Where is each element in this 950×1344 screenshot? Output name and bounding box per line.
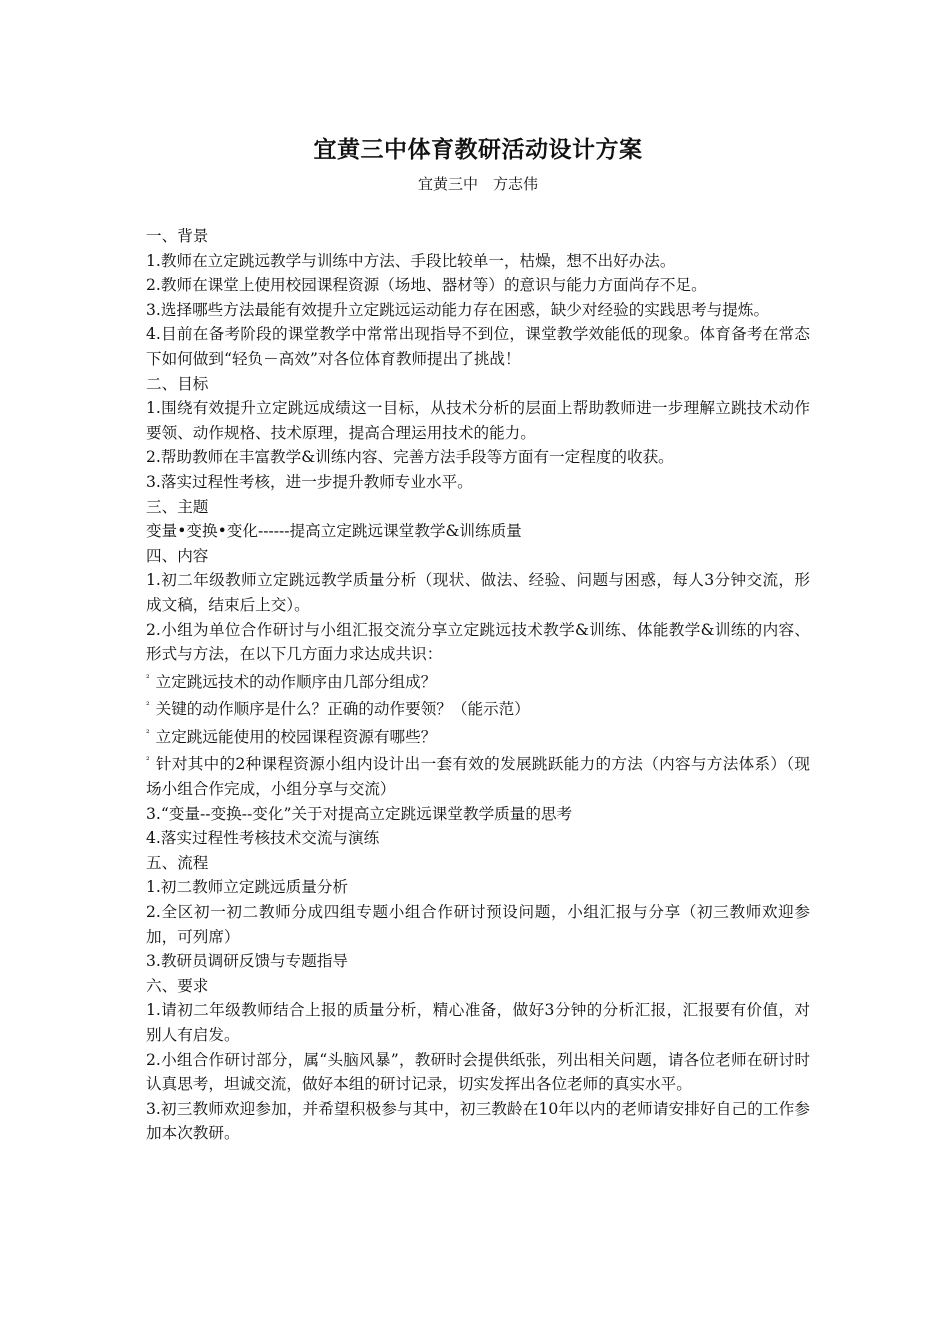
section-process [146,851,810,974]
bullet-mark: ² [146,701,150,712]
paragraph: 3.初三教师欢迎参加，并希望积极参与其中，初三教龄在10年以内的老师请安排好自己的工作参加本次教研。 [146,1099,810,1143]
paragraph: 2.教师在课堂上使用校园课程资源（场地、器材等）的意识与能力方面尚存不足。 [146,276,707,295]
document-title: 宜黄三中体育教研活动设计方案 [313,136,643,163]
section-goals [146,372,810,495]
bullet-item [146,749,810,801]
bullet-text: 立定跳远能使用的校园课程资源有哪些？ [155,727,437,746]
paragraph: 4.落实过程性考核技术交流与演练 [146,829,380,848]
section-content [146,544,810,851]
paragraph: 2.全区初一初二教师分成四组专题小组合作研讨预设问题，小组汇报与分享（初三教师欢迎参加，可列席） [146,903,810,946]
bullet-mark: ² [146,673,150,684]
section-heading: 六、要求 [146,976,209,995]
section-requirements [146,974,810,1146]
paragraph: 2.帮助教师在丰富教学&训练内容、完善方法手段等方面有一定程度的收获。 [146,448,674,467]
paragraph: 3.选择哪些方法最能有效提升立定跳远运动能力存在困惑，缺少对经验的实践思考与提炼。 [146,300,770,319]
section-heading: 二、目标 [146,374,209,393]
paragraph: 3.“变量--变换--变化”关于对提高立定跳远课堂教学质量的思考 [146,804,573,823]
paragraph: 3.教研员调研反馈与专题指导 [146,952,349,971]
bullet-text: 立定跳远技术的动作顺序由几部分组成？ [155,672,437,691]
bullet-item [146,667,810,695]
bullet-item [146,694,810,722]
paragraph: 2.小组为单位合作研讨与小组汇报交流分享立定跳远技术教学&训练、体能教学&训练的内容、形式与方法，在以下几方面力求达成共识： [146,620,810,664]
paragraph: 1.初二年级教师立定跳远教学质量分析（现状、做法、经验、问题与困惑，每人3分钟交流，形成文稿，结束后上交）。 [146,571,810,614]
paragraph: 1.请初二年级教师结合上报的质量分析，精心准备，做好3分钟的分析汇报，汇报要有价值，对别人有启发。 [146,1001,810,1044]
bullet-text: 针对其中的2种课程资源小组内设计出一套有效的发展跳跃能力的方法（内容与方法体系）（现场小组合作完成，小组分享与交流） [146,755,810,799]
bullet-mark: ² [146,728,150,739]
paragraph: 1.初二教师立定跳远质量分析 [146,878,349,897]
paragraph: 变量•变换•变化------提高立定跳远课堂教学&训练质量 [146,522,522,541]
bullet-item [146,722,810,750]
section-heading: 四、内容 [146,546,209,565]
bullet-mark: ² [146,756,150,767]
section-heading: 五、流程 [146,853,209,872]
paragraph: 4.目前在备考阶段的课堂教学中常常出现指导不到位，课堂教学效能低的现象。体育备考在常态下如何做到“轻负－高效”对各位体育教师提出了挑战！ [146,325,810,368]
paragraph: 2.小组合作研讨部分，属“头脑风暴”，教研时会提供纸张，列出相关问题，请各位老师在研讨时认真思考，坦诚交流，做好本组的研讨记录，切实发挥出各位老师的真实水平。 [146,1050,810,1094]
paragraph: 1.围绕有效提升立定跳远成绩这一目标，从技术分析的层面上帮助教师进一步理解立跳技术动作要领、动作规格、技术原理，提高合理运用技术的能力。 [146,399,810,442]
section-heading: 三、主题 [146,497,209,516]
section-background [146,224,810,372]
document-page [146,128,810,1146]
bullet-text: 关键的动作顺序是什么？正确的动作要领？（能示范） [155,700,530,719]
section-theme [146,495,810,544]
section-heading: 一、背景 [146,227,209,245]
paragraph: 1.教师在立定跳远教学与训练中方法、手段比较单一，枯燥，想不出好办法。 [146,251,676,270]
document-author: 宜黄三中 方志伟 [417,175,538,193]
paragraph: 3.落实过程性考核，进一步提升教师专业水平。 [146,472,473,491]
